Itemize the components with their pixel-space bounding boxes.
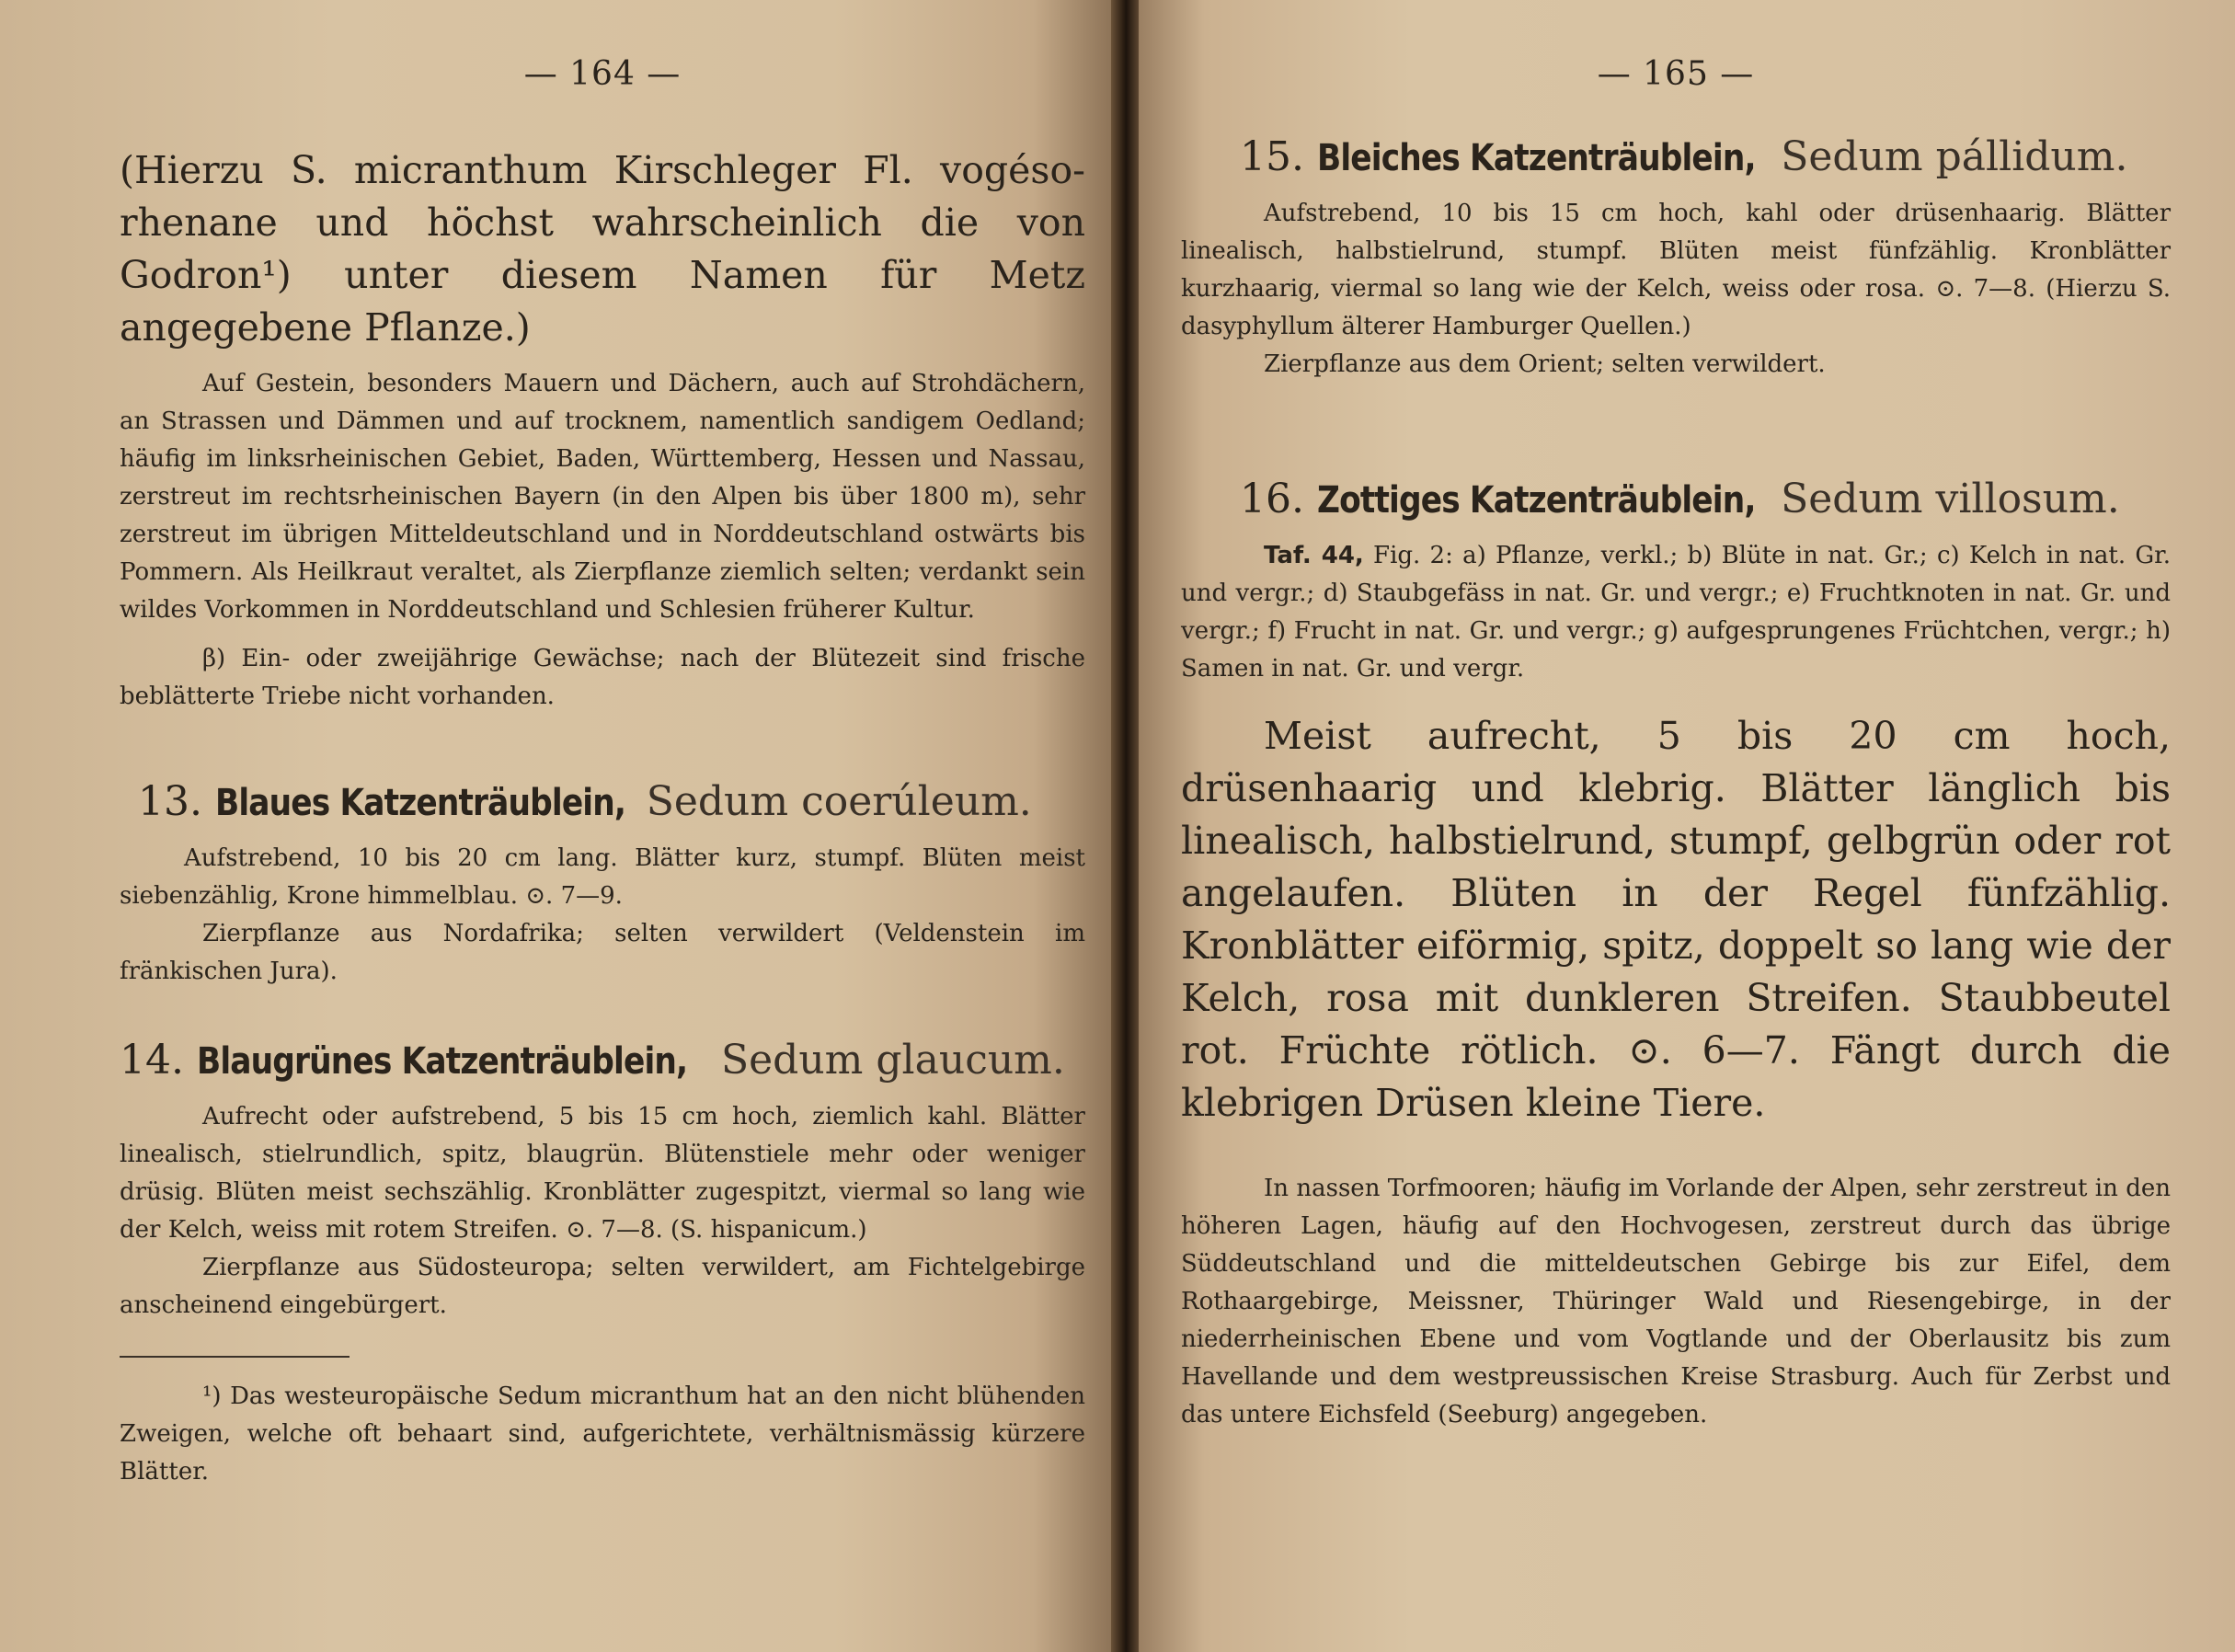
plate-text: Fig. 2: a) Pflanze, verkl.; b) Blüte in nat. Gr.; c) Kelch in nat. Gr. und vergr.; d) Staubgefäss in nat. Gr. und vergr.; e) Fruchtknoten in nat. Gr. und vergr.; f) Frucht in nat. Gr. und vergr.; g) aufgesprungenes Früchtchen, vergr.; h) Samen in nat. Gr. und vergr.: [1181, 542, 2171, 683]
species-13-german-name: Blaues Katzenträublein,: [214, 782, 626, 824]
plate-label: Taf. 44,: [1264, 542, 1364, 569]
species-14-heading: [120, 1033, 1085, 1089]
species-15-heading: [1240, 130, 2171, 186]
species-13-number: 13.: [138, 778, 202, 825]
species-13-heading: [138, 774, 1085, 831]
species-15-german-name: Bleiches Katzenträublein,: [1316, 137, 1756, 179]
right-page: [1139, 0, 2235, 1652]
book-gutter: [1111, 0, 1139, 1652]
species-14-german-name: Blaugrünes Katzenträublein,: [196, 1040, 688, 1083]
species-16-plate-caption: [1181, 537, 2171, 688]
page-number-left: — 164 —: [523, 55, 682, 93]
intro-paragraph: (Hierzu S. micranthum Kirschleger Fl. vogéso-rhenane und höchst wahrscheinlich die von Godron¹) unter diesem Namen für Metz angegebene Pflanze.): [120, 148, 1085, 350]
intro-habitat: Auf Gestein, besonders Mauern und Dächern, auch auf Strohdächern, an Strassen und Dämmen und auf trocknem, namentlich sandigem Oedland; häufig im linksrheinischen Gebiet, Baden, Württemberg, Hessen und Nassau, zerstreut im rechtsrheinischen Bayern (in den Alpen bis über 1800 m), sehr zerstreut im übrigen Mitteldeutschland und in Norddeutschland ostwärts bis Pommern. Als Heilkraut veraltet, als Zierpflanze ziemlich selten; verdankt sein wildes Vorkommen in Norddeutschland und Schlesien früherer Kultur.: [120, 370, 1085, 624]
species-15-number: 15.: [1240, 133, 1304, 180]
species-16-distribution: In nassen Torfmooren; häufig im Vorlande der Alpen, sehr zerstreut in den höheren Lagen, häufig auf den Hochvogesen, zerstreut durch das übrige Süddeutschland und die mitteldeutschen Gebirge bis zur Eifel, dem Rothaargebirge, Meissner, Thüringer Wald und Riesengebirge, in der niederrheinischen Ebene und vom Vogtlande und der Oberlausitz bis zum Havellande und dem westpreussischen Kreise Strasburg. Auch für Zerbst und das untere Eichsfeld (Seeburg) angegeben.: [1181, 1175, 2171, 1428]
species-14-description: Aufrecht oder aufstrebend, 5 bis 15 cm hoch, ziemlich kahl. Blätter linealisch, stielrundlich, spitz, blaugrün. Blütenstiele mehr oder weniger drüsig. Blüten meist sechszählig. Kronblätter zugespitzt, viermal so lang wie der Kelch, weiss mit rotem Streifen. ⊙. 7—8. (S. hispanicum.): [120, 1103, 1085, 1244]
left-page: [0, 0, 1111, 1652]
species-16-heading: [1240, 472, 2171, 528]
species-16-latin-name: Sedum villosum.: [1781, 476, 2120, 522]
species-14-distribution: Zierpflanze aus Südosteuropa; selten verwildert, am Fichtelgebirge anscheinend eingebürgert.: [120, 1254, 1085, 1319]
footnote: ¹) Das westeuropäische Sedum micranthum hat an den nicht blühenden Zweigen, welche oft behaart sind, aufgerichtete, verhältnismässig kürzere Blätter.: [120, 1382, 1085, 1486]
species-16-number: 16.: [1240, 476, 1304, 522]
species-14-number: 14.: [120, 1037, 184, 1084]
species-13-distribution: Zierpflanze aus Nordafrika; selten verwildert (Veldenstein im fränkischen Jura).: [120, 920, 1085, 985]
species-15-distribution: Zierpflanze aus dem Orient; selten verwildert.: [1264, 350, 1826, 378]
species-16-description: Meist aufrecht, 5 bis 20 cm hoch, drüsenhaarig und klebrig. Blätter länglich bis linealisch, halbstielrund, stumpf, gelbgrün oder rot angelaufen. Blüten in der Regel fünfzählig. Kronblätter eiförmig, spitz, doppelt so lang wie der Kelch, rosa mit dunkleren Streifen. Staubbeutel rot. Früchte rötlich. ⊙. 6—7. Fängt durch die klebrigen Drüsen kleine Tiere.: [1181, 714, 2171, 1125]
species-14-latin-name: Sedum glaucum.: [721, 1037, 1065, 1084]
beta-note: β) Ein- oder zweijährige Gewächse; nach der Blütezeit sind frische beblätterte Triebe nicht vorhanden.: [120, 645, 1085, 710]
species-15-description: Aufstrebend, 10 bis 15 cm hoch, kahl oder drüsenhaarig. Blätter linealisch, halbstielrund, stumpf. Blüten meist fünfzählig. Kronblätter kurzhaarig, viermal so lang wie der Kelch, weiss oder rosa. ⊙. 7—8. (Hierzu S. dasyphyllum älterer Hamburger Quellen.): [1181, 200, 2171, 340]
footnote-rule: [120, 1356, 350, 1358]
page-number-right: — 165 —: [1597, 55, 1755, 93]
species-13-latin-name: Sedum coerúleum.: [646, 778, 1032, 825]
species-15-latin-name: Sedum pállidum.: [1781, 133, 2128, 180]
species-16-german-name: Zottiges Katzenträublein,: [1316, 479, 1756, 522]
species-13-description: Aufstrebend, 10 bis 20 cm lang. Blätter kurz, stumpf. Blüten meist siebenzählig, Krone himmelblau. ⊙. 7—9.: [120, 844, 1085, 910]
